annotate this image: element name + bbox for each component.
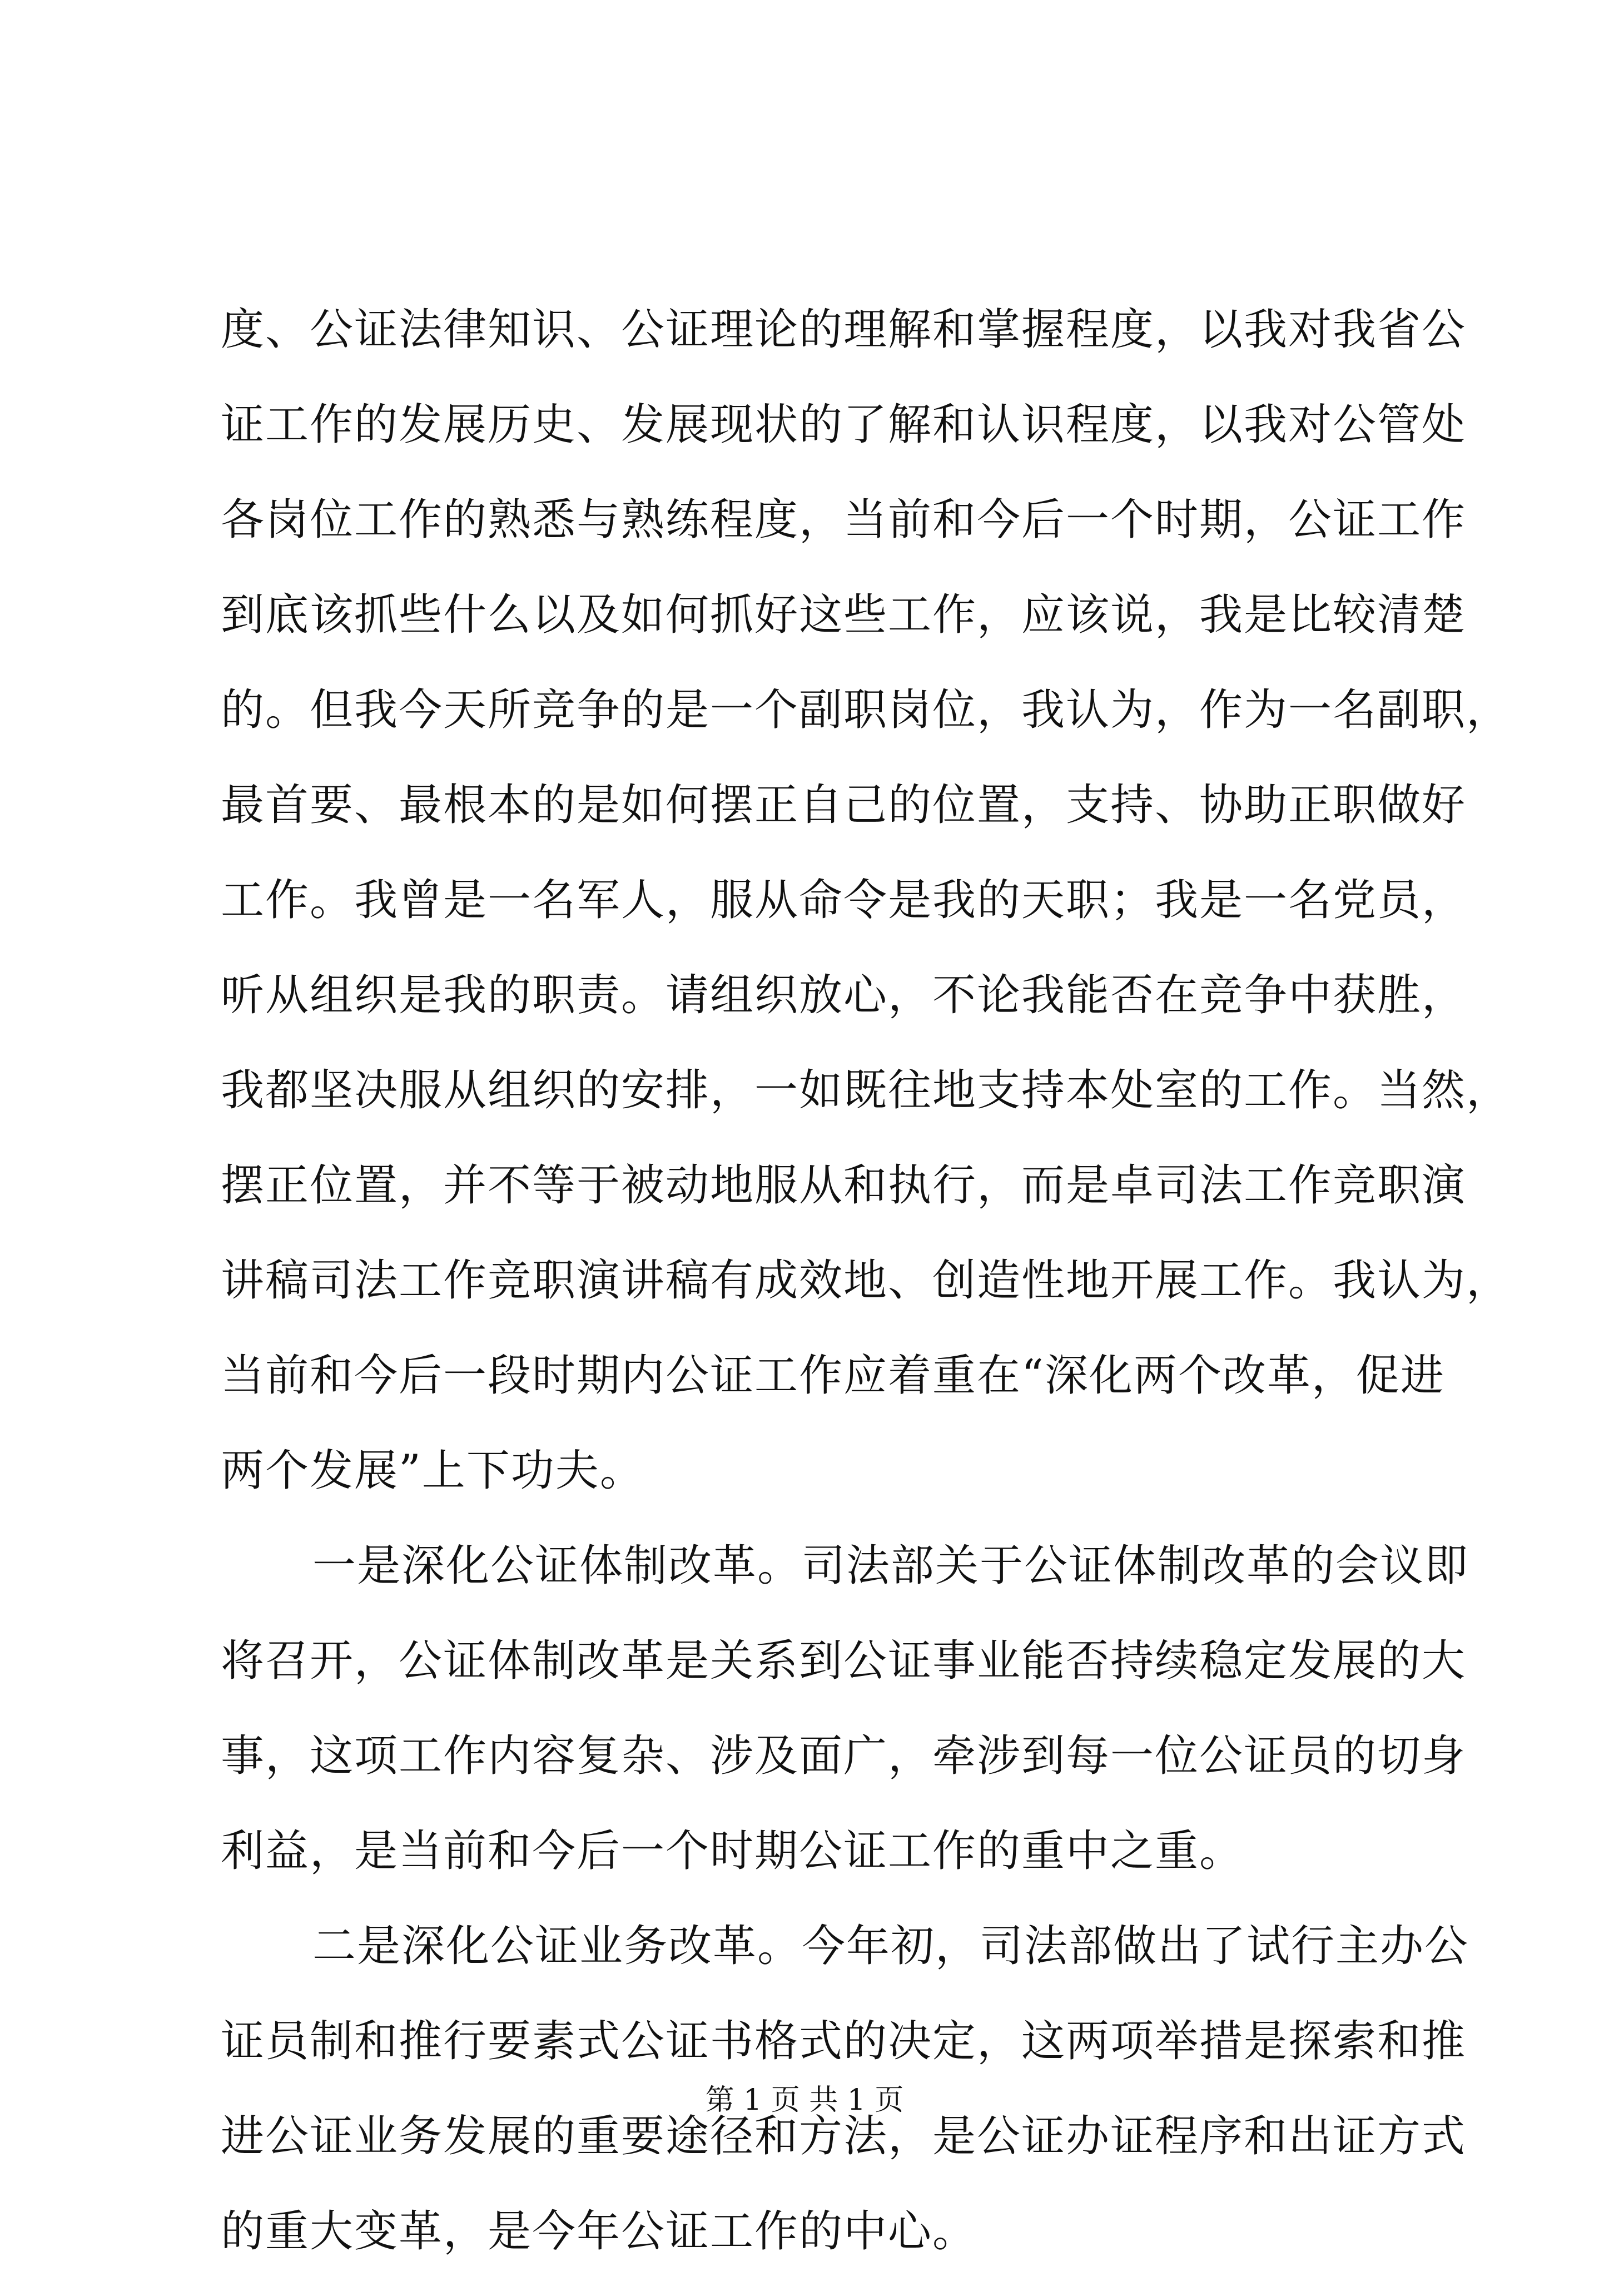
text-line: 两个发展”上下功夫。 bbox=[221, 1446, 644, 1496]
text-line: 到底该抓些什么以及如何抓好这些工作，应该说，我是比较清楚 bbox=[221, 590, 1467, 640]
text-line: 各岗位工作的熟悉与熟练程度，当前和今后一个时期，公证工作 bbox=[221, 495, 1467, 545]
text-line: 当前和今后一段时期内公证工作应着重在“深化两个改革，促进 bbox=[221, 1351, 1445, 1401]
paragraph-first-line: 二是深化公证业务改革。今年初，司法部做出了试行主办公 bbox=[312, 1921, 1469, 1971]
text-line: 讲稿司法工作竞职演讲稿有成效地、创造性地开展工作。我认为， bbox=[221, 1256, 1511, 1306]
text-line: 证工作的发展历史、发展现状的了解和认识程度，以我对公管处 bbox=[221, 400, 1467, 450]
text-line: 度、公证法律知识、公证理论的理解和掌握程度，以我对我省公 bbox=[221, 305, 1467, 355]
text-line: 最首要、最根本的是如何摆正自己的位置，支持、协助正职做好 bbox=[221, 780, 1467, 830]
text-line: 利益，是当前和今后一个时期公证工作的重中之重。 bbox=[221, 1826, 1244, 1876]
page-number-footer: 第 1 页 共 1 页 bbox=[705, 2084, 904, 2117]
text-line: 证员制和推行要素式公证书格式的决定，这两项举措是探索和推 bbox=[221, 2016, 1467, 2066]
paragraph-first-line: 一是深化公证体制改革。司法部关于公证体制改革的会议即 bbox=[312, 1541, 1469, 1591]
text-line: 将召开，公证体制改革是关系到公证事业能否持续稳定发展的大 bbox=[221, 1636, 1467, 1686]
text-line: 事，这项工作内容复杂、涉及面广，牵涉到每一位公证员的切身 bbox=[221, 1731, 1467, 1781]
text-line: 听从组织是我的职责。请组织放心，不论我能否在竞争中获胜， bbox=[221, 970, 1467, 1020]
text-line: 工作。我曾是一名军人，服从命令是我的天职；我是一名党员， bbox=[221, 875, 1467, 925]
text-line: 我都坚决服从组织的安排，一如既往地支持本处室的工作。当然， bbox=[221, 1065, 1511, 1115]
text-line: 进公证业务发展的重要途径和方法，是公证办证程序和出证方式 bbox=[221, 2111, 1467, 2161]
text-line: 摆正位置，并不等于被动地服从和执行，而是卓司法工作竞职演 bbox=[221, 1161, 1467, 1211]
document-body bbox=[221, 299, 1511, 2296]
text-line: 的。但我今天所竞争的是一个副职岗位，我认为，作为一名副职， bbox=[221, 685, 1511, 735]
text-line: 的重大变革，是今年公证工作的中心。 bbox=[221, 2206, 977, 2257]
